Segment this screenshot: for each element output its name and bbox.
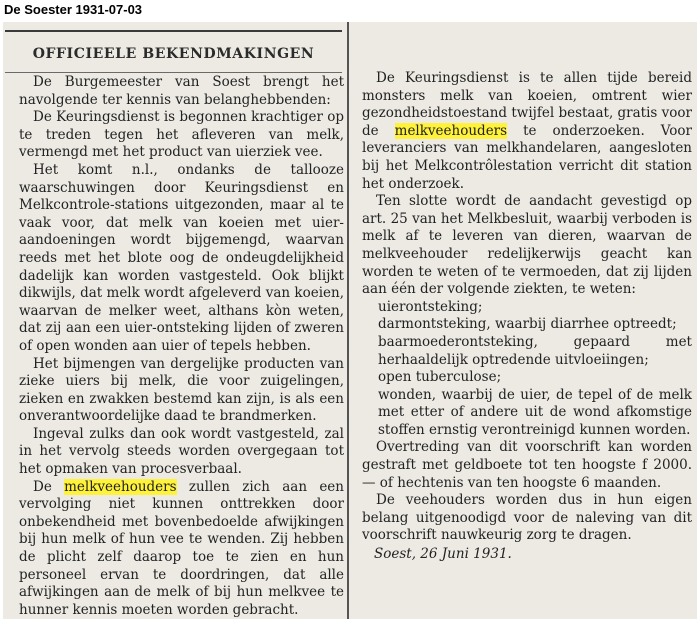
text-run: De Keuringsdienst is te allen tijde bereid monsters melk van koeien, omtrent wier gezondheidstoestand twijfel bestaat, gratis voor de (362, 70, 692, 139)
paragraph-monsters (362, 70, 692, 193)
newspaper-clipping (3, 22, 697, 619)
disease-item: baarmoederontsteking, gepaard met herhaaldelijk optredende uitvloeiingen; (378, 333, 692, 368)
paragraph-observations: Het komt n.l., ondanks de tallooze waarschuwingen door Keuringsdienst en Melkcontrole-stations uitgezonden, maar al te vaak voor, dat melk van koeien met uier-aandoeningen wordt bijgemengd, waarvan reeds met het blote oog de ondeugdelijkheid dadelijk kan worden vastgesteld. Ook blijkt dikwijls, dat melk wordt afgeleverd van koeien, waarvan de melker weet, althans kòn weten, dat zij aan een uier-ontsteking lijden of zweren of open wonden aan uier of tepels hebben. (19, 161, 344, 354)
text-run: zullen zich aan een vervolging niet kunnen onttrekken door onbekendheid met bovenbedoelde afwijkingen bij hun melk of hun vee te wenden. Zij hebben de plicht zelf daarop toe te zien en hun personeel ervan te doordringen, dat alle afwijkingen aan de melk of bij hun melkvee te hunner kennis moeten worden gebracht. (19, 478, 344, 618)
column-divider (347, 22, 349, 619)
disease-item: wonden, waarbij de uier, de tepel of de melk met etter of andere uit de wond afkomstige stoffen ernstig verontreinigd kunnen worden. (378, 386, 692, 438)
header-rule (5, 72, 342, 73)
text-run: te onderzoeken. Voor leveranciers van melkhandelaren, aangesloten bij het Melkcontrôlestation verricht dit station het onderzoek. (362, 122, 692, 192)
disease-item: darmontsteking, waarbij diarrhee optreedt; (378, 316, 677, 333)
paragraph-procesverbaal: Ingeval zulks dan ook wordt vastgesteld, zal in het vervolg steeds worden overgegaan tot het opmaken van procesverbaal. (19, 425, 344, 478)
paragraph-melkveehouders (19, 479, 344, 620)
highlighted-term: melkveehouders (64, 478, 177, 495)
left-column (19, 74, 344, 619)
right-column (362, 70, 692, 564)
paragraph-mixing: Het bijmengen van dergelijke producten van zieke uiers bij melk, die voor zuigelingen, zieken en zwakken bestemd kan zijn, is als een onverantwoordelijke daad te brandmerken. (19, 355, 344, 425)
disease-item: uierontsteking; (378, 298, 483, 315)
source-label: De Soester 1931-07-03 (4, 2, 143, 17)
paragraph-melkbesluit: Ten slotte wordt de aandacht gevestigd op art. 25 van het Melkbesluit, waarbij verboden is melk af te leveren van dieren, waarvan de melkveehouder redelijkerwijs geacht kan worden te weten of te vermoeden, dat zij lijden aan één der volgende ziekten, te weten: (362, 193, 692, 298)
paragraph-penalty: Overtreding van dit voorschrift kan worden gestraft met geldboete tot ten hoogste f 2000.— of hechtenis van ten hoogste 6 maanden. (362, 439, 692, 491)
signature-line: Soest, 26 Juni 1931. (374, 546, 512, 563)
paragraph-intro: De Burgemeester van Soest brengt het navolgende ter kennis van belanghebbenden: (19, 74, 344, 108)
page-title: OFFICIEELE BEKENDMAKINGEN (32, 46, 315, 62)
header-bar (5, 30, 342, 78)
paragraph-closing: De veehouders worden dus in hun eigen belang uitgenoodigd voor de naleving van dit voorschrift nauwkeurig zorg te dragen. (362, 492, 692, 544)
highlighted-term: melkveehouders (394, 122, 508, 139)
paragraph-keuringsdienst: De Keuringsdienst is begonnen krachtiger op te treden tegen het afleveren van melk, vermengd met het product van uierziek vee. (19, 109, 344, 161)
text-run: De (33, 478, 65, 495)
disease-item: open tuberculose; (378, 369, 502, 386)
